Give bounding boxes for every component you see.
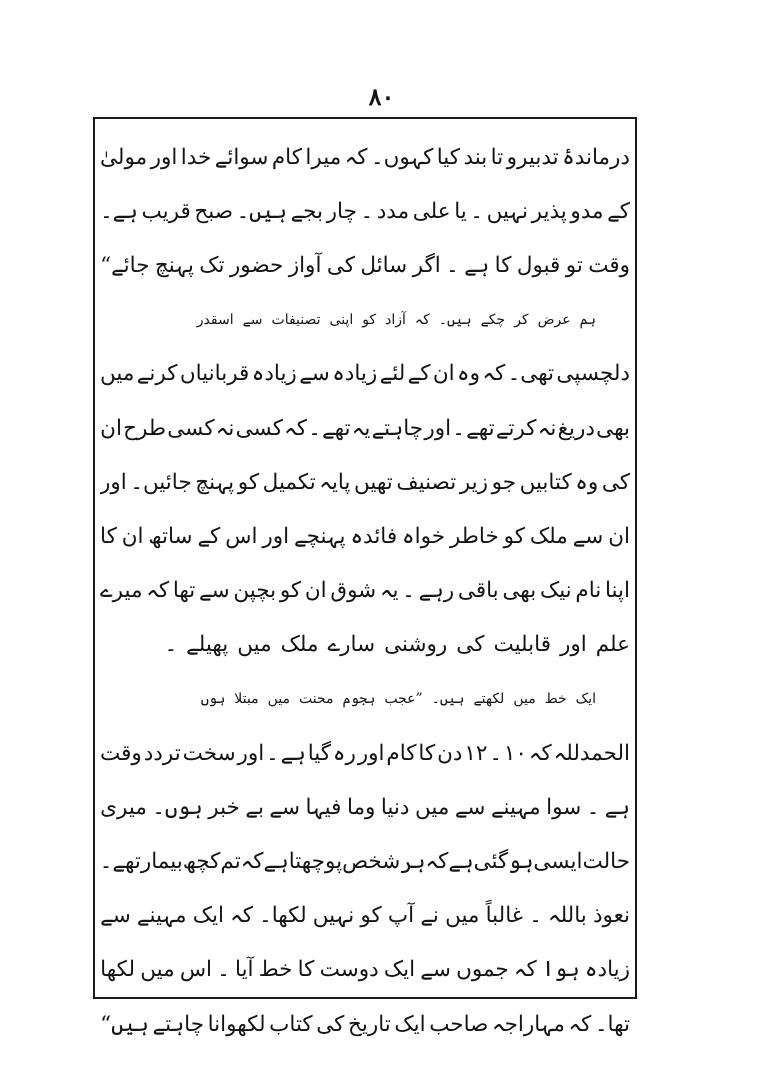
text-line: کے مدو پذیر نہیں ۔ یا علی مدد ۔ چار بجے ہیں۔ صبح قریب ہے۔ [100,198,630,224]
text-line: بھی دریغ نہ کرتے تھے ۔ اور چاہتے یہ تھے ۔ کہ کسی نہ کسی طرح ان [100,415,630,441]
text-line: ان سے ملک کو خاطر خواہ فائدہ پہنچے اور اس کے ساتھ ان کا [100,523,630,549]
text-line: الحمدللہ کہ ۱۰ ۔ ۱۲ دن کا کام اور رہ گیا ہے ۔ اور سخت تردد وقت [100,740,630,766]
text-line: ہے ۔ سوا مہینے سے میں دنیا وما فیہا سے بے خبر ہوں۔ میری [100,794,630,820]
text-line: ہم عرض کر چکے ہیں۔ کہ آزاد کو اپنی تصنیفات سے اسقدر [196,311,596,328]
text-line: حالت ایسی ہو گئی ہے کہ ہر شخص پوچھتا ہے کہ تم کچھ بیمار تھے ۔ [100,849,630,875]
page-number: ۸۰ [368,82,395,111]
text-line: زیادہ ہوا کہ جموں سے ایک دوست کا خط آیا ۔ اس میں لکھا [100,957,630,983]
text-line: نعوذ باللہ ۔ غالباً میں نے آپ کو نہیں لکھا۔ کہ ایک مہینے سے [100,903,630,929]
body-text [100,130,630,1051]
text-line: ایک خط میں لکھتے ہیں۔ ”عجب ہجوم محنت میں مبتلا ہوں [200,690,596,707]
text-line: علم اور قابلیت کی روشنی سارے ملک میں پھیلے ۔ [164,632,630,658]
text-line: وقت تو قبول کا ہے ۔ اگر سائل کی آواز حضور تک پہنچ جائے“ [100,252,630,278]
text-line: دلچسپی تھی۔ کہ وہ ان کے لئے زیادہ سے زیادہ قربانیاں کرنے میں [100,361,630,387]
text-line: درماندۂ تدبیرو تا بند کیا کہوں۔ کہ میرا کام سوائے خدا اور مولیٰ [100,144,630,170]
text-line: تھا۔ کہ مہاراجہ صاحب ایک تاریخ کی کتاب لکھوانا چاہتے ہیں“ [100,1011,630,1037]
text-line: کی وہ کتابیں جو زیر تصنیف تھیں پایہ تکمیل کو پہنچ جائیں۔ اور [100,469,630,495]
text-line: اپنا نام نیک بھی باقی رہے ۔ یہ شوق ان کو بچپن سے تھا کہ میرے [100,578,630,604]
